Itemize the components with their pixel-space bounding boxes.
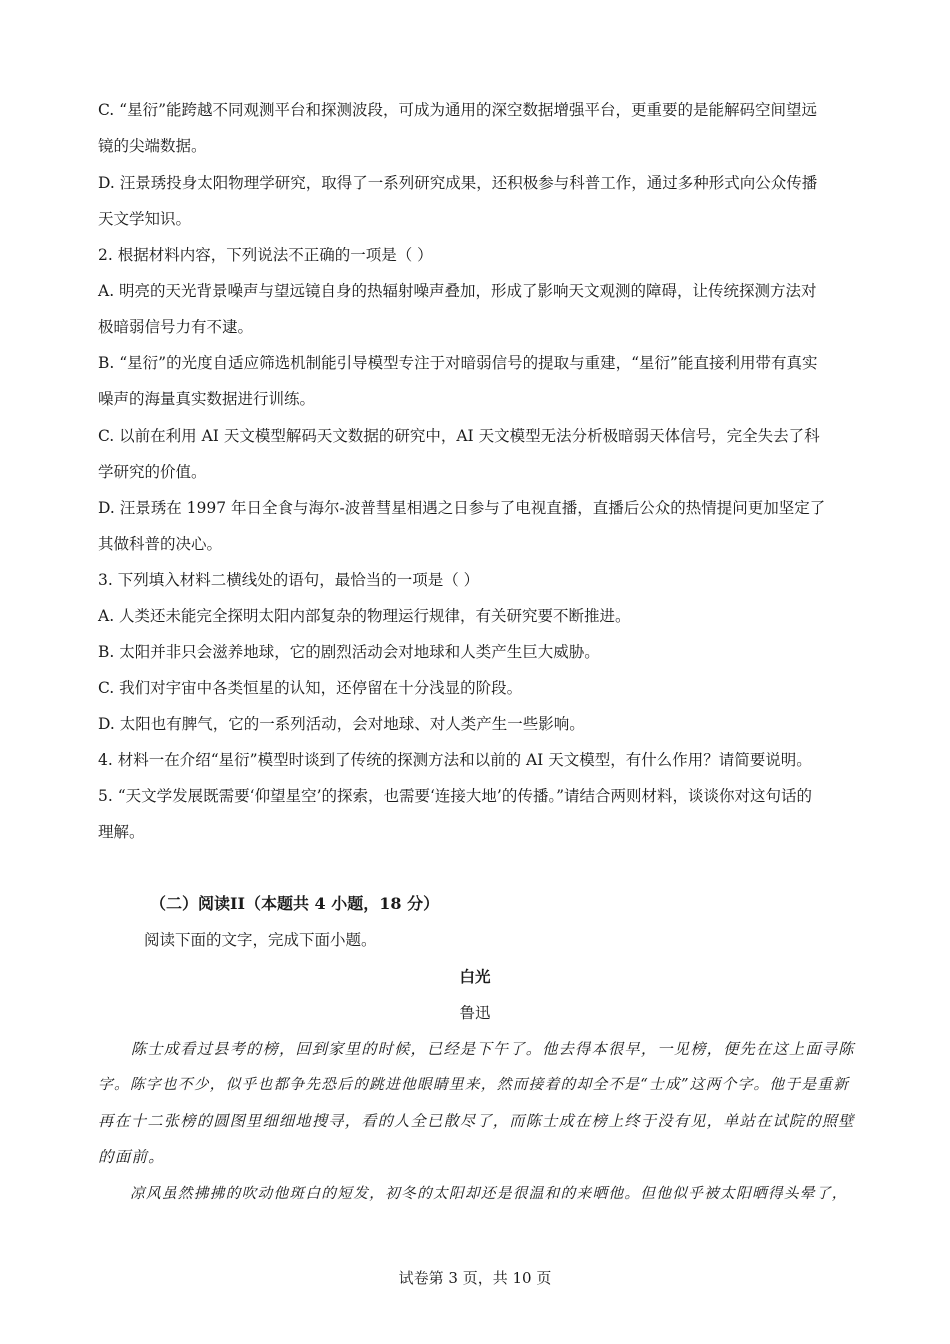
story-line: 陈士成看过县考的榜，回到家里的时候，已经是下午了。他去得本很早，一见榜，便先在这上面寻陈 <box>98 1040 855 1058</box>
text-line: 学研究的价值。 <box>98 463 207 481</box>
question-4: 4. 材料一在介绍“星衍”模型时谈到了传统的探测方法和以前的 AI 天文模型，有什么作用？请简要说明。 <box>98 751 812 769</box>
story-line: 再在十二张榜的圆图里细细地搜寻，看的人全已散尽了，而陈士成在榜上终于没有见，单站在试院的照壁 <box>98 1112 855 1130</box>
text-line: C. 我们对宇宙中各类恒星的认知，还停留在十分浅显的阶段。 <box>98 679 523 697</box>
question-2: 2. 根据材料内容，下列说法不正确的一项是（ ） <box>98 246 433 264</box>
question-3: 3. 下列填入材料二横线处的语句，最恰当的一项是（ ） <box>98 571 480 589</box>
instruction: 阅读下面的文字，完成下面小题。 <box>144 931 377 949</box>
section-heading: （二）阅读II（本题共 4 小题，18 分） <box>150 894 440 913</box>
text-line: 噪声的海量真实数据进行训练。 <box>98 390 316 408</box>
story-title: 白光 <box>459 967 491 986</box>
text-line: C. 以前在利用 AI 天文模型解码天文数据的研究中，AI 天文模型无法分析极暗弱天体信号，完全失去了科 <box>98 427 820 445</box>
text-line: C. “星衍”能跨越不同观测平台和探测波段，可成为通用的深空数据增强平台，更重要的是能解码空间望远 <box>98 101 818 119</box>
text-line: A. 明亮的天光背景噪声与望远镜自身的热辐射噪声叠加，形成了影响天文观测的障碍，让传统探测方法对 <box>98 282 817 300</box>
text-line: A. 人类还未能完全探明太阳内部复杂的物理运行规律，有关研究要不断推进。 <box>98 607 631 625</box>
question-5: 5. “天文学发展既需要‘仰望星空’的探索，也需要‘连接大地’的传播。”请结合两则材料，谈谈你对这句话的 <box>98 787 813 805</box>
story-line: 的面前。 <box>98 1148 165 1166</box>
story-line: 字。陈字也不少，似乎也都争先恐后的跳进他眼睛里来，然而接着的却全不是“士成”这两个字。他于是重新 <box>98 1076 850 1093</box>
text-line: D. 汪景琇投身太阳物理学研究，取得了一系列研究成果，还积极参与科普工作，通过多种形式向公众传播 <box>98 174 818 192</box>
text-line: 理解。 <box>98 823 145 841</box>
text-line: 天文学知识。 <box>98 210 192 228</box>
text-line: 其做科普的决心。 <box>98 535 223 553</box>
text-line: D. 汪景琇在 1997 年日全食与海尔-波普彗星相遇之日参与了电视直播，直播后公众的热情提问更加坚定了 <box>98 499 826 517</box>
text-line: B. “星衍”的光度自适应筛选机制能引导模型专注于对暗弱信号的提取与重建，“星衍”能直接利用带有真实 <box>98 354 818 372</box>
page-footer: 试卷第 3 页，共 10 页 <box>398 1269 552 1287</box>
text-line: 镜的尖端数据。 <box>98 137 207 155</box>
text-line: D. 太阳也有脾气，它的一系列活动，会对地球、对人类产生一些影响。 <box>98 715 585 733</box>
story-line: 凉风虽然拂拂的吹动他斑白的短发，初冬的太阳却还是很温和的来晒他。但他似乎被太阳晒得头晕了， <box>98 1185 848 1202</box>
text-line: B. 太阳并非只会滋养地球，它的剧烈活动会对地球和人类产生巨大威胁。 <box>98 643 600 661</box>
text-line: 极暗弱信号力有不逮。 <box>98 318 254 336</box>
story-author: 鲁迅 <box>459 1004 491 1022</box>
